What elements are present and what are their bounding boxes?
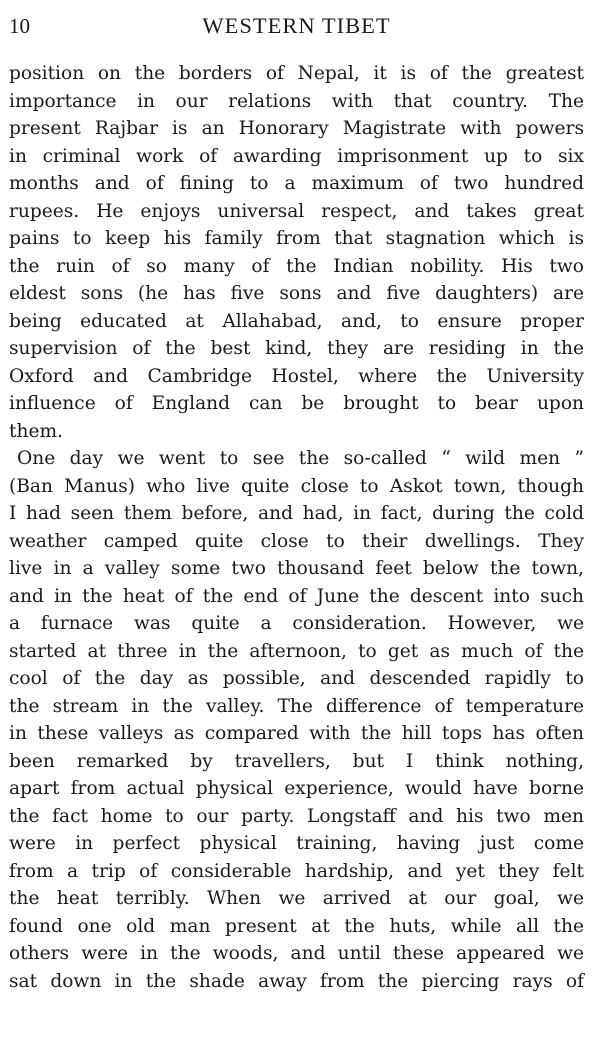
text-line: One day we went to see the so-called “ wild men ”	[17, 448, 584, 469]
text-line: the stream in the valley. The difference of temperature	[9, 695, 584, 717]
text-line: importance in our relations with that country. The	[9, 90, 584, 112]
text-line: present Rajbar is an Honorary Magistrate with powers	[9, 118, 584, 139]
text-line: I had seen them before, and had, in fact, during the cold	[9, 503, 584, 524]
running-title: WESTERN TIBET	[202, 13, 391, 38]
text-line: months and of fining to a maximum of two hundred	[9, 173, 584, 194]
text-line: in these valleys as compared with the hill tops has often	[9, 723, 584, 744]
text-line: started at three in the afternoon, to get as much of the	[9, 640, 584, 662]
text-line: cool of the day as possible, and descended rapidly to	[9, 668, 584, 689]
text-line: in criminal work of awarding imprisonment up to six	[9, 145, 584, 167]
text-line: been remarked by travellers, but I think nothing,	[9, 750, 584, 772]
text-line: apart from actual physical experience, would have borne	[9, 778, 584, 799]
body-text	[9, 40, 584, 995]
text-line: (Ban Manus) who live quite close to Askot town, though	[9, 475, 584, 497]
text-line: a furnace was quite a consideration. However, we	[9, 613, 584, 634]
page-number: 10	[9, 14, 30, 38]
text-line: the heat terribly. When we arrived at our goal, we	[9, 888, 584, 909]
text-line: others were in the woods, and until these appeared we	[9, 943, 584, 964]
text-line: the fact home to our party. Longstaff and his two men	[9, 805, 584, 827]
text-line: sat down in the shade away from the piercing rays of	[9, 970, 584, 992]
text-line: influence of England can be brought to bear upon	[9, 393, 584, 414]
text-line: from a trip of considerable hardship, and yet they felt	[9, 860, 584, 882]
text-line: and in the heat of the end of June the descent into such	[9, 585, 584, 607]
running-head	[9, 0, 584, 40]
text-line: the ruin of so many of the Indian nobility. His two	[9, 255, 584, 277]
text-line: supervision of the best kind, they are residing in the	[9, 338, 584, 359]
text-line: found one old man present at the huts, while all the	[9, 915, 584, 937]
text-line: them.	[9, 420, 63, 442]
text-line: position on the borders of Nepal, it is of the greatest	[9, 63, 584, 84]
text-line: were in perfect physical training, having just come	[9, 833, 584, 854]
text-line: Oxford and Cambridge Hostel, where the University	[9, 365, 584, 387]
text-line: live in a valley some two thousand feet below the town,	[9, 558, 584, 579]
text-line: weather camped quite close to their dwellings. They	[9, 530, 584, 552]
text-line: eldest sons (he has five sons and five daughters) are	[9, 283, 584, 304]
text-line: being educated at Allahabad, and, to ensure proper	[9, 310, 584, 332]
text-line: rupees. He enjoys universal respect, and takes great	[9, 200, 584, 222]
text-line: pains to keep his family from that stagnation which is	[9, 228, 584, 249]
